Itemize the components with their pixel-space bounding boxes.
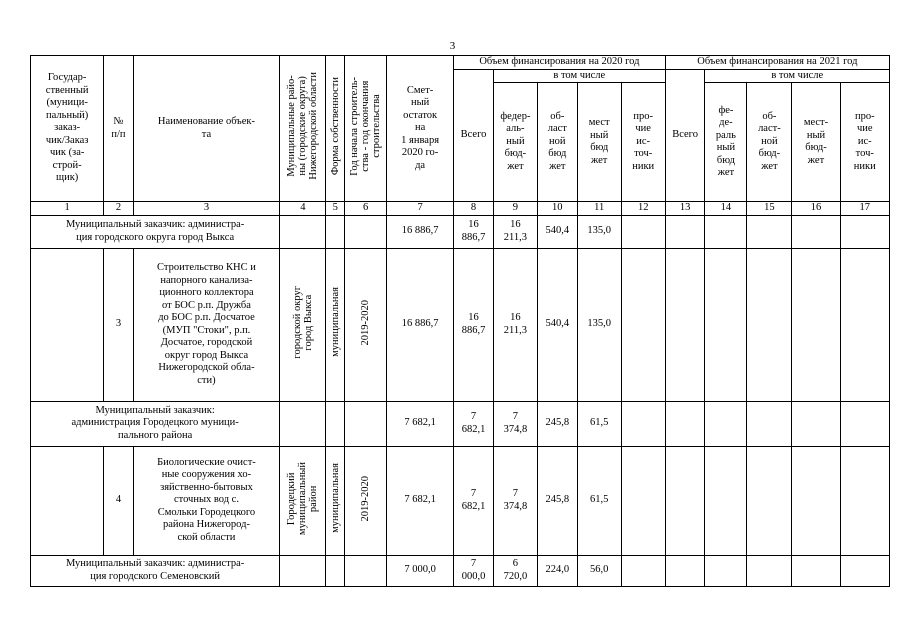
col-num: 11 [577,202,621,216]
customer-label: Муниципальный заказчик: администрация Городецкого муници- пального района [31,401,280,446]
col-num: 7 [387,202,454,216]
financing-table [30,55,890,587]
estimate-value: 7 682,1 [387,446,454,555]
col-num: 6 [345,202,387,216]
header-financing-2021: Объем финансирования на 2021 год [665,56,889,70]
header-other-2021: про- чие ис- точ- ники [840,83,889,202]
federal-2020-value: 7 374,8 [493,401,537,446]
col-num: 15 [747,202,792,216]
header-federal-2021: фе- де- раль ный бюд жет [705,83,747,202]
header-federal-2020: федер- аль- ный бюд- жет [493,83,537,202]
object-number: 3 [104,248,133,401]
object-number: 4 [104,446,133,555]
customer-label: Муниципальный заказчик: администра- ция городского округа город Выкса [31,215,280,248]
object-ownership: муниципальная [326,248,345,401]
object-district: городской округ город Выкса [280,248,326,401]
col-num: 3 [133,202,280,216]
regional-2020-value: 540,4 [537,215,577,248]
local-2020-value: 135,0 [577,248,621,401]
col-num: 10 [537,202,577,216]
col-num: 2 [104,202,133,216]
column-numbers-row [31,202,890,216]
col-num: 5 [326,202,345,216]
object-row [31,446,890,555]
object-name: Строительство КНС и напорного канализа- ционного коллектора от БОС р.п. Дружба до БОС р.п. Досчатое (МУП "Стоки", р.п. Досчатое, городской округ город Выкса Нижегородской обла- сти) [133,248,280,401]
federal-2020-value: 6 720,0 [493,555,537,586]
header-local-2020: мест ный бюд жет [577,83,621,202]
header-including-2020: в том числе [493,69,665,83]
object-name: Биологические очист- ные сооружения хо- зяйственно-бытовых сточных вод с. Смольки Городецкого района Нижегород- ской области [133,446,280,555]
header-customer: Государ- ственный (муници- пальный) заказ- чик/Заказ чик (за- строй- щик) [31,56,104,202]
regional-2020-value: 224,0 [537,555,577,586]
header-regional-2021: об- ласт- ной бюд- жет [747,83,792,202]
header-local-2021: мест- ный бюд- жет [792,83,840,202]
header-estimate: Смет- ный остаток на 1 января 2020 го- да [387,56,454,202]
header-including-2021: в том числе [705,69,890,83]
regional-2020-value: 540,4 [537,248,577,401]
regional-2020-value: 245,8 [537,401,577,446]
local-2020-value: 61,5 [577,401,621,446]
estimate-value: 16 886,7 [387,215,454,248]
col-num: 17 [840,202,889,216]
header-total-2021: Всего [665,69,705,202]
total-2020-value: 16 886,7 [454,248,494,401]
object-ownership: муниципальная [326,446,345,555]
header-ownership: Форма собственности [326,56,345,202]
customer-group-row [31,215,890,248]
total-2020-value: 7 000,0 [454,555,494,586]
header-object-name: Наименование объек- та [133,56,280,202]
page-number: 3 [449,40,456,52]
estimate-value: 7 682,1 [387,401,454,446]
col-num: 12 [621,202,665,216]
federal-2020-value: 7 374,8 [493,446,537,555]
col-num: 4 [280,202,326,216]
header-years: Год начала строитель- ства - год окончания строительства [345,56,387,202]
total-2020-value: 7 682,1 [454,446,494,555]
customer-group-row [31,555,890,586]
col-num: 1 [31,202,104,216]
header-regional-2020: об- ласт ной бюд жет [537,83,577,202]
object-district: Городецкий муниципальный район [280,446,326,555]
col-num: 8 [454,202,494,216]
local-2020-value: 61,5 [577,446,621,555]
total-2020-value: 7 682,1 [454,401,494,446]
object-years: 2019-2020 [345,446,387,555]
header-other-2020: про- чие ис- точ- ники [621,83,665,202]
local-2020-value: 135,0 [577,215,621,248]
customer-group-row [31,401,890,446]
object-row [31,248,890,401]
object-years: 2019-2020 [345,248,387,401]
total-2020-value: 16 886,7 [454,215,494,248]
estimate-value: 16 886,7 [387,248,454,401]
regional-2020-value: 245,8 [537,446,577,555]
header-financing-2020: Объем финансирования на 2020 год [454,56,666,70]
header-districts: Муниципальные райо- ны (городские округа) Нижегородской области [280,56,326,202]
header-number: № п/п [104,56,133,202]
col-num: 14 [705,202,747,216]
federal-2020-value: 16 211,3 [493,215,537,248]
federal-2020-value: 16 211,3 [493,248,537,401]
customer-label: Муниципальный заказчик: администра- ция городского Семеновский [31,555,280,586]
col-num: 13 [665,202,705,216]
estimate-value: 7 000,0 [387,555,454,586]
local-2020-value: 56,0 [577,555,621,586]
col-num: 9 [493,202,537,216]
header-total-2020: Всего [454,69,494,202]
col-num: 16 [792,202,840,216]
